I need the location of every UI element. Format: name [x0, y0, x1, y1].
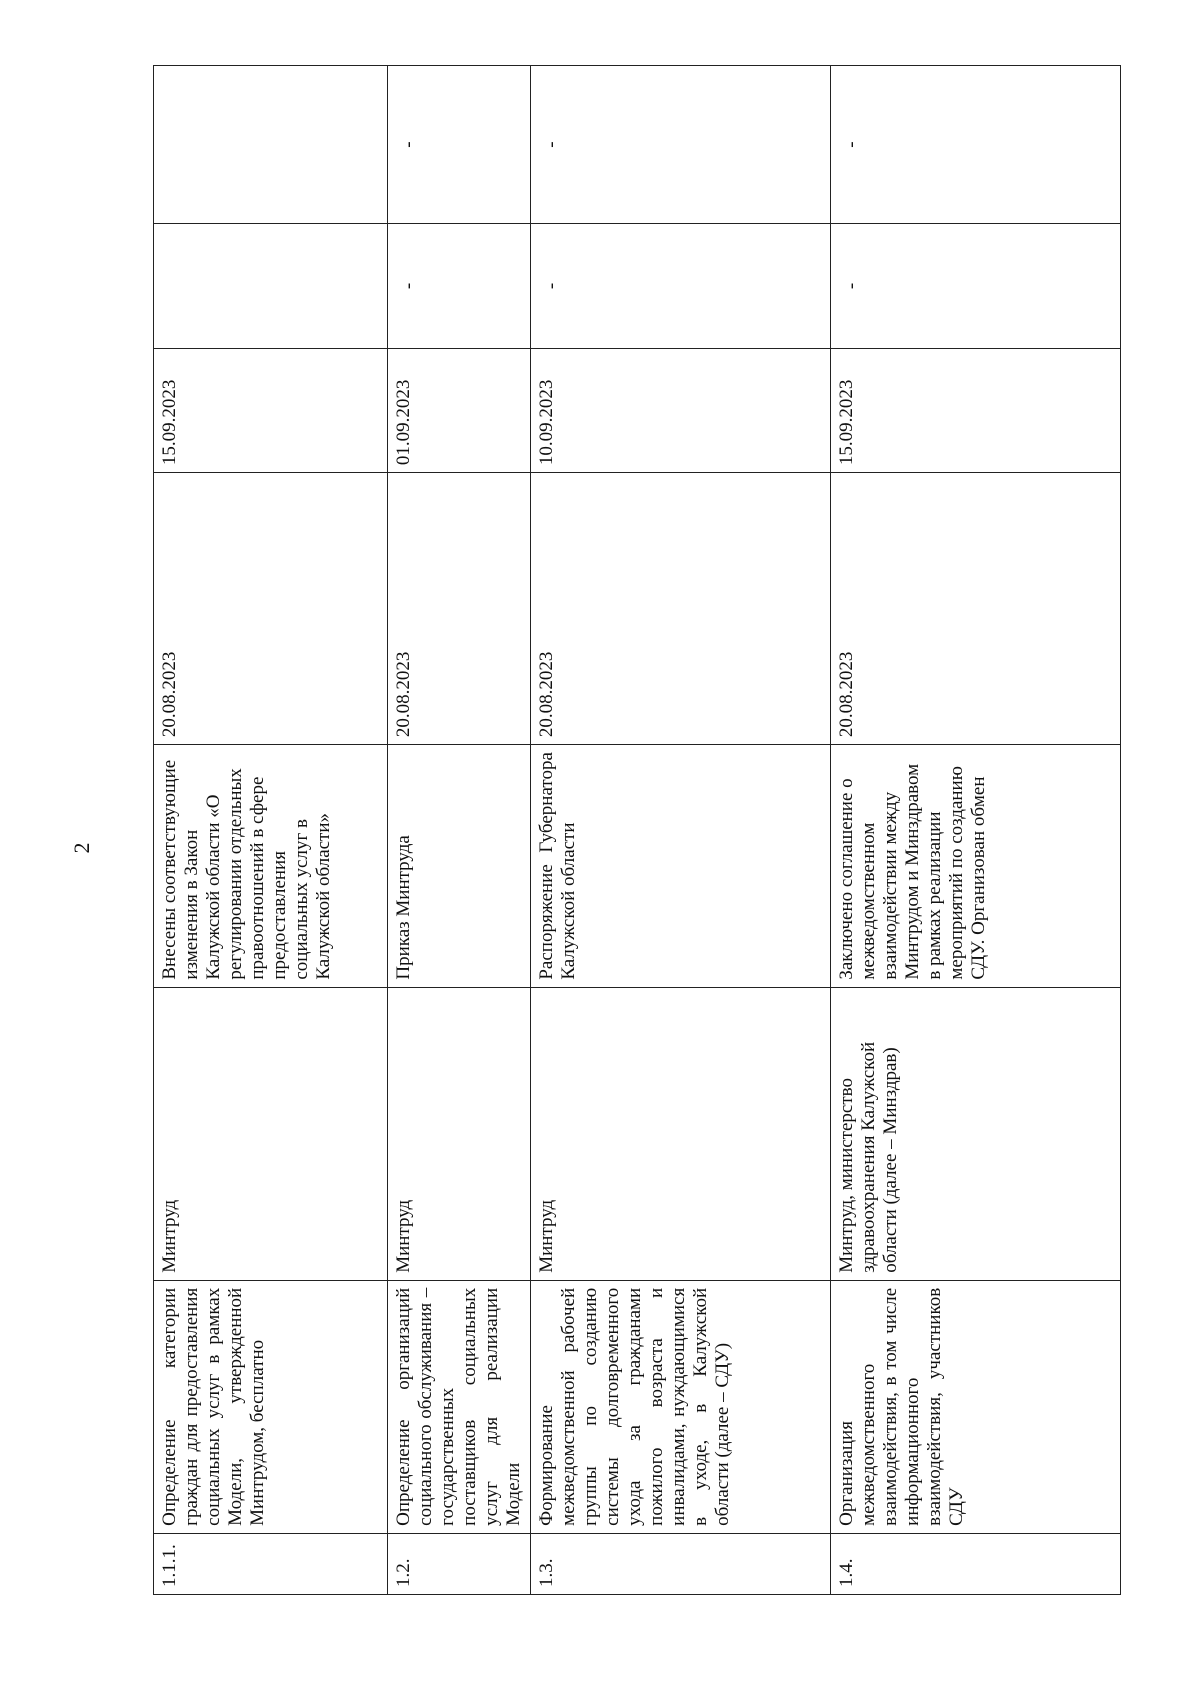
row-responsible: Минтруд	[154, 987, 388, 1280]
row-task: Определение категории граждан для предоставления социальных услуг в рамках Модели, утвержденной Минтрудом, бесплатно	[154, 1280, 388, 1533]
row-task: Определение организаций социального обслуживания – государственных поставщиков социальных услуг для реализации Модели	[388, 1280, 531, 1533]
row-cell-7: -	[388, 224, 531, 348]
table-row	[831, 66, 1121, 1595]
row-end-date: 10.09.2023	[531, 348, 831, 472]
row-number: 1.4.	[831, 1533, 1121, 1594]
row-cell-7: -	[831, 224, 1121, 348]
table-row	[388, 66, 531, 1595]
row-start-date: 20.08.2023	[154, 473, 388, 745]
row-start-date: 20.08.2023	[531, 473, 831, 745]
row-cell-8: -	[388, 66, 531, 224]
rotated-table-container	[153, 65, 1103, 1595]
row-number: 1.1.1.	[154, 1533, 388, 1594]
row-number: 1.3.	[531, 1533, 831, 1594]
table-row	[531, 66, 831, 1595]
row-responsible: Минтруд, министерство здравоохранения Калужской области (далее – Минздрав)	[831, 987, 1121, 1280]
row-result: Распоряжение Губернатора Калужской области	[531, 745, 831, 988]
row-cell-7	[154, 224, 388, 348]
table-row	[154, 66, 388, 1595]
row-end-date: 15.09.2023	[831, 348, 1121, 472]
row-end-date: 15.09.2023	[154, 348, 388, 472]
row-result: Приказ Минтруда	[388, 745, 531, 988]
plan-table	[153, 65, 1121, 1595]
row-cell-8: -	[531, 66, 831, 224]
row-cell-7: -	[531, 224, 831, 348]
row-number: 1.2.	[388, 1533, 531, 1594]
row-task: Организация межведомственного взаимодействия, в том числе информационного взаимодействия, участников СДУ	[831, 1280, 1121, 1533]
row-start-date: 20.08.2023	[388, 473, 531, 745]
row-end-date: 01.09.2023	[388, 348, 531, 472]
row-responsible: Минтруд	[388, 987, 531, 1280]
row-result: Заключено соглашение о межведомственном взаимодействии между Минтрудом и Минздравом в рамках реализации мероприятий по созданию СДУ. Организован обмен	[831, 745, 1121, 988]
row-cell-8	[154, 66, 388, 224]
row-start-date: 20.08.2023	[831, 473, 1121, 745]
row-responsible: Минтруд	[531, 987, 831, 1280]
row-result: Внесены соответствующие изменения в Закон Калужской области «О регулировании отдельных правоотношений в сфере предоставления социальных услуг в Калужской области»	[154, 745, 388, 988]
row-cell-8: -	[831, 66, 1121, 224]
page-number: 2	[69, 842, 94, 854]
row-task: Формирование межведомственной рабочей группы по созданию системы долговременного ухода за гражданами пожилого возраста и инвалидами, нуждающимися в уходе, в Калужской области (далее – СДУ)	[531, 1280, 831, 1533]
